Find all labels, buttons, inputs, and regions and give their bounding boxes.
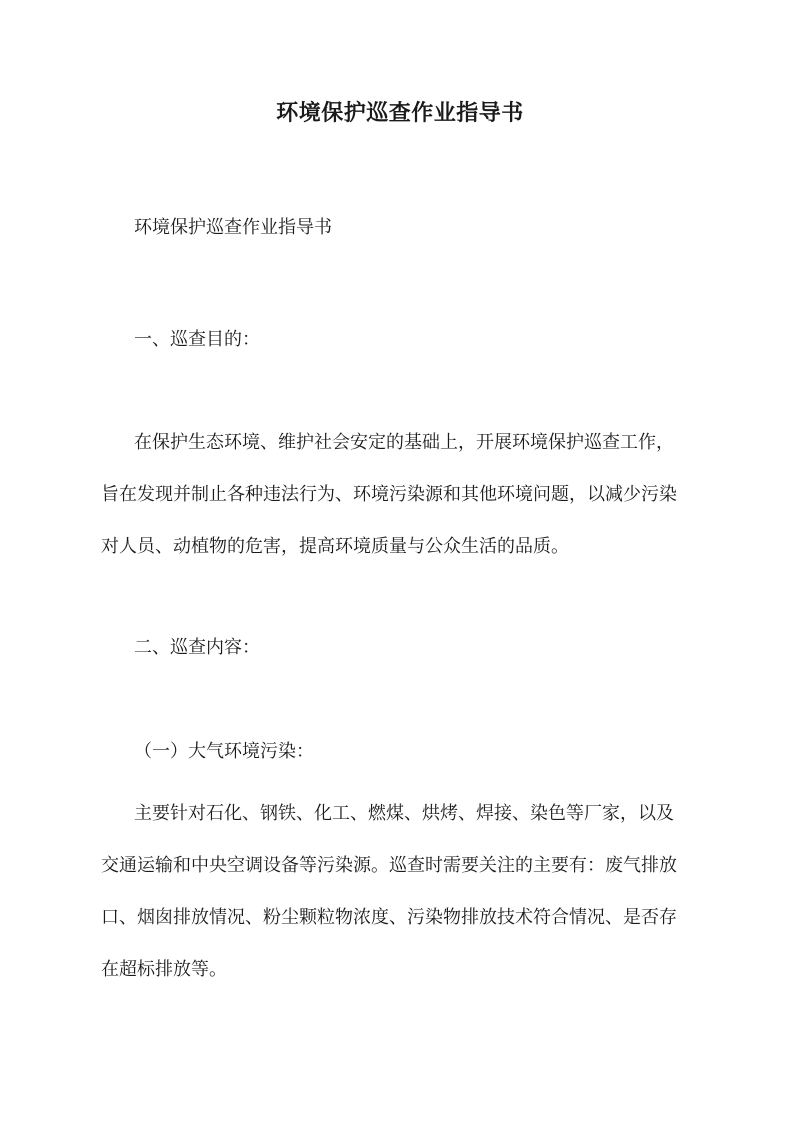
subsection1-paragraph (101, 788, 700, 996)
subsection1-line-2: 交通运输和中央空调设备等污染源。巡查时需要关注的主要有：废气排放 (101, 855, 677, 876)
subsection1-line-3: 口、烟囱排放情况、粉尘颗粒物浓度、污染物排放技术符合情况、是否存 (101, 907, 677, 928)
subsection1-line-1: 主要针对石化、钢铁、化工、燃煤、烘烤、焊接、染色等厂家，以及 (134, 803, 674, 824)
subsection1-heading: （一）大气环境污染： (134, 741, 314, 762)
section1-line-3: 对人员、动植物的危害，提高环境质量与公众生活的品质。 (101, 536, 569, 557)
document-title: 环境保护巡查作业指导书 (276, 100, 524, 126)
section1-heading: 一、巡查目的： (134, 329, 260, 350)
section2-heading: 二、巡查内容： (134, 637, 260, 658)
section1-paragraph (101, 417, 700, 573)
section1-line-1: 在保护生态环境、维护社会安定的基础上，开展环境保护巡查工作， (134, 432, 674, 453)
section1-line-2: 旨在发现并制止各种违法行为、环境污染源和其他环境问题，以减少污染 (101, 484, 677, 505)
document-subtitle: 环境保护巡查作业指导书 (134, 217, 332, 238)
subsection1-line-4: 在超标排放等。 (101, 959, 227, 980)
